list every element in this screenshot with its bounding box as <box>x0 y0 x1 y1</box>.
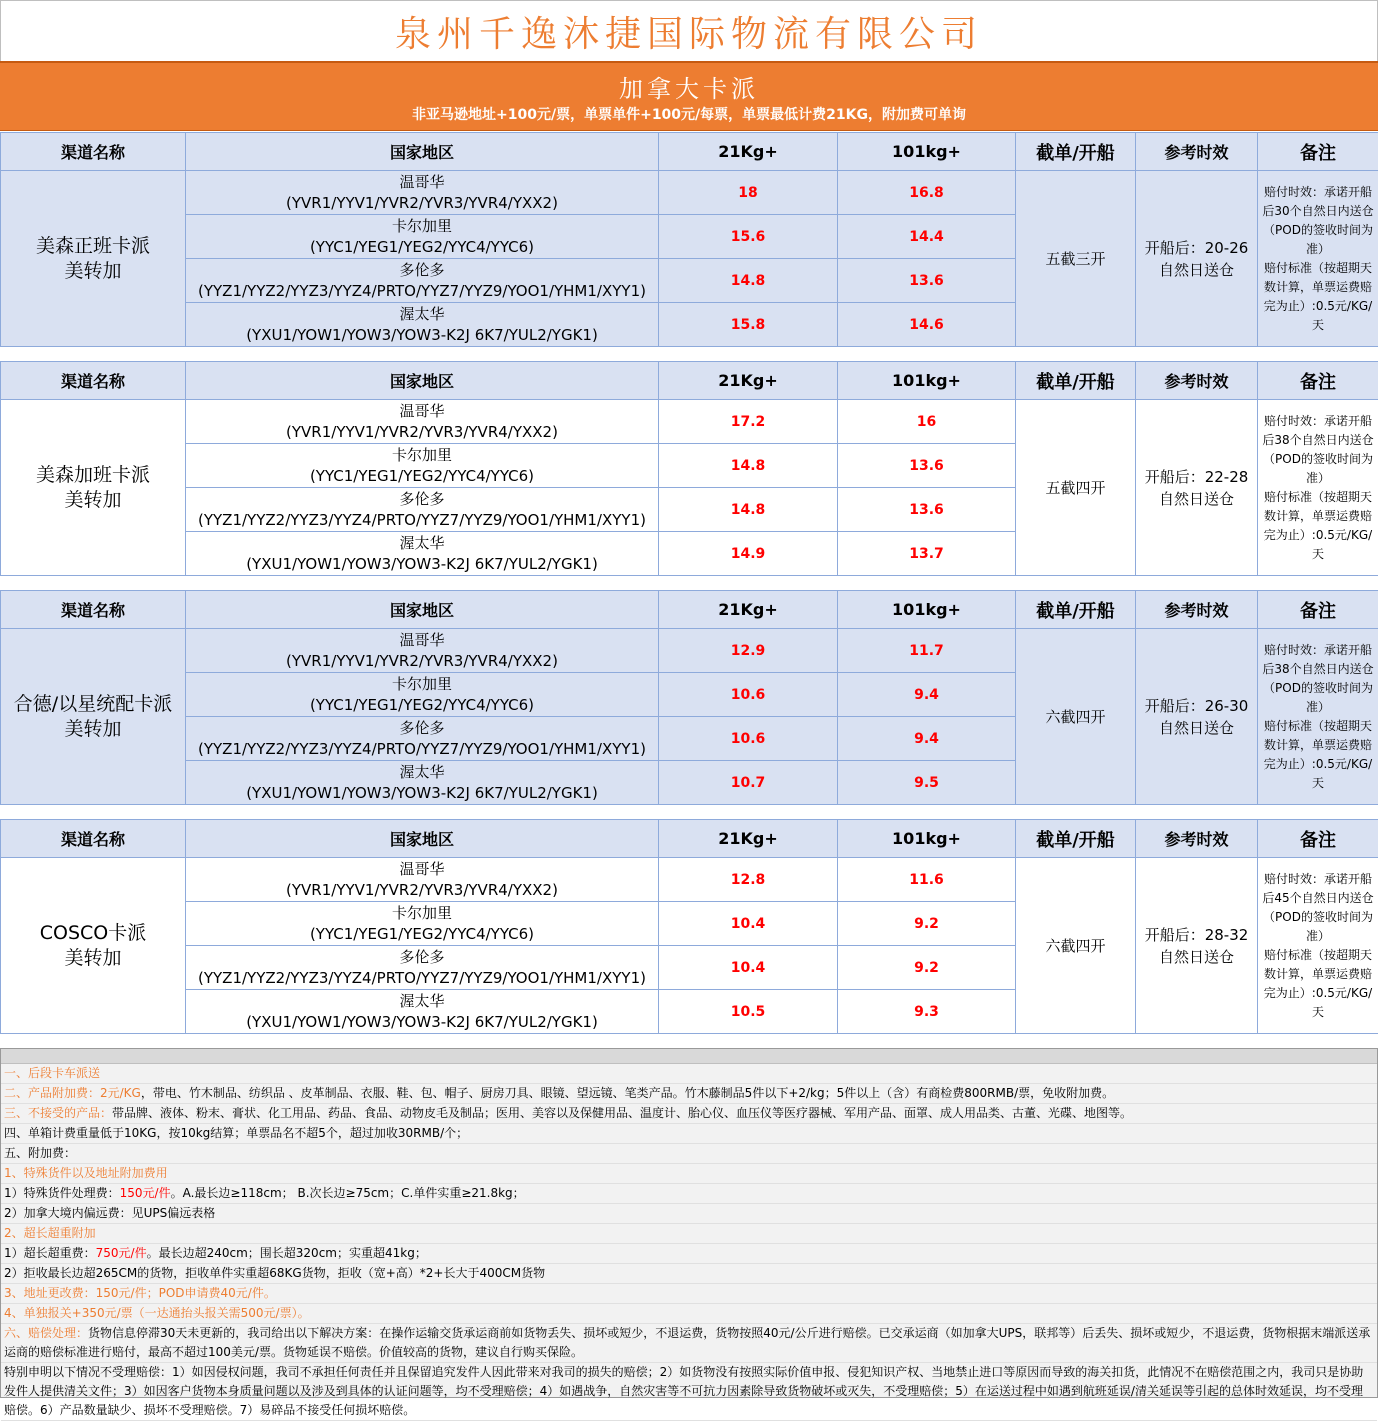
header-channel: 渠道名称 <box>1 362 186 400</box>
region-cell <box>186 990 659 1034</box>
region-codes: (YXU1/YOW1/YOW3/YOW3-K2J 6K7/YUL2/YGK1) <box>186 1012 658 1033</box>
region-codes: (YYZ1/YYZ2/YYZ3/YYZ4/PRTO/YYZ7/YYZ9/YOO1/YHM1/XYY1) <box>186 281 658 302</box>
note-text: 完为止）:0.5元/KG/ <box>1262 984 1374 1003</box>
table-row <box>1 858 1378 902</box>
header-ref-time: 参考时效 <box>1136 362 1258 400</box>
note-text: 完为止）:0.5元/KG/ <box>1262 526 1374 545</box>
note-line: 四、单箱计费重量低于10KG，按10kg结算；单票品名不超5个，超过加收30RMB/个； <box>1 1124 1377 1144</box>
region-city: 多伦多 <box>186 489 658 510</box>
region-codes: (YVR1/YYV1/YVR2/YVR3/YVR4/YXX2) <box>186 651 658 672</box>
note-text: 赔付标准（按超期天 <box>1262 488 1374 507</box>
header-channel: 渠道名称 <box>1 820 186 858</box>
header-101kg: 101kg+ <box>838 362 1016 400</box>
price-101kg: 11.6 <box>838 858 1016 902</box>
region-cell <box>186 400 659 444</box>
note-text: 完为止）:0.5元/KG/ <box>1262 297 1374 316</box>
region-city: 渥太华 <box>186 533 658 554</box>
region-city: 温哥华 <box>186 859 658 880</box>
region-city: 多伦多 <box>186 947 658 968</box>
region-city: 渥太华 <box>186 304 658 325</box>
note-text: 天 <box>1262 316 1374 335</box>
price-21kg: 12.8 <box>659 858 838 902</box>
header-21kg: 21Kg+ <box>659 362 838 400</box>
note-cell <box>1258 858 1378 1034</box>
header-21kg: 21Kg+ <box>659 591 838 629</box>
note-text: 后45个自然日内送仓 <box>1262 889 1374 908</box>
note-text: 赔付标准（按超期天 <box>1262 717 1374 736</box>
table-header-row <box>1 591 1378 629</box>
region-cell <box>186 171 659 215</box>
rate-table <box>0 590 1378 805</box>
price-101kg: 16 <box>838 400 1016 444</box>
rate-block <box>0 819 1378 1034</box>
price-21kg: 10.4 <box>659 902 838 946</box>
note-text: 准） <box>1262 927 1374 946</box>
table-row <box>1 171 1378 215</box>
header-cutoff: 截单/开船 <box>1016 133 1136 171</box>
note-text: 数计算，单票运费赔 <box>1262 965 1374 984</box>
region-city: 卡尔加里 <box>186 674 658 695</box>
note-text: 赔付时效：承诺开船 <box>1262 641 1374 660</box>
price-101kg: 13.7 <box>838 532 1016 576</box>
note-paragraph: 特别申明以下情况不受理赔偿：1）如因侵权问题，我司不承担任何责任并且保留追究发件人因此带来对我司的损失的赔偿；2）如货物没有按照实际价值申报、侵犯知识产权、当地禁止进口等原因而导致的海关扣货，此情况不在赔偿范围之内，我司只是协助发件人提供清关文件；3）如因客户货物本身质量问题以及涉及到具体的认证问题等，均不受理赔偿；4）如遇战争，自然灾害等不可抗力因素除导致货物破坏或灭失，不受理赔偿；5）在运送过程中如遇到航班延误/清关延误等引起的总体时效延误，均不受理赔偿。6）产品数量缺少、损坏不受理赔偿。7）易碎品不接受任何损坏赔偿。 <box>1 1363 1377 1421</box>
price-21kg: 10.5 <box>659 990 838 1034</box>
header-region: 国家地区 <box>186 362 659 400</box>
header-cutoff: 截单/开船 <box>1016 362 1136 400</box>
header-21kg: 21Kg+ <box>659 820 838 858</box>
header-cutoff: 截单/开船 <box>1016 591 1136 629</box>
price-101kg: 9.4 <box>838 717 1016 761</box>
price-21kg: 17.2 <box>659 400 838 444</box>
price-101kg: 9.3 <box>838 990 1016 1034</box>
region-codes: (YVR1/YYV1/YVR2/YVR3/YVR4/YXX2) <box>186 193 658 214</box>
cutoff-cell: 五截四开 <box>1016 400 1136 576</box>
note-text: 赔付标准（按超期天 <box>1262 259 1374 278</box>
ref-time-cell: 开船后：26-30 自然日送仓 <box>1136 629 1258 805</box>
price-101kg: 13.6 <box>838 488 1016 532</box>
note-text: （POD的签收时间为 <box>1262 450 1374 469</box>
region-city: 渥太华 <box>186 991 658 1012</box>
region-codes: (YYC1/YEG1/YEG2/YYC4/YYC6) <box>186 237 658 258</box>
header-ref-time: 参考时效 <box>1136 133 1258 171</box>
region-city: 卡尔加里 <box>186 903 658 924</box>
banner-title: 加拿大卡派 <box>0 75 1378 103</box>
note-line: 1、特殊货件以及地址附加费用 <box>1 1164 1377 1184</box>
header-101kg: 101kg+ <box>838 591 1016 629</box>
note-text: 赔付标准（按超期天 <box>1262 946 1374 965</box>
note-line: 2、超长超重附加 <box>1 1224 1377 1244</box>
ref-time-cell: 开船后：22-28 自然日送仓 <box>1136 400 1258 576</box>
region-cell <box>186 761 659 805</box>
header-cutoff: 截单/开船 <box>1016 820 1136 858</box>
notes-spacer <box>1 1049 1377 1064</box>
region-cell <box>186 946 659 990</box>
price-21kg: 14.8 <box>659 444 838 488</box>
rate-table <box>0 819 1378 1034</box>
note-text: 数计算，单票运费赔 <box>1262 507 1374 526</box>
region-cell <box>186 629 659 673</box>
cutoff-cell: 五截三开 <box>1016 171 1136 347</box>
rate-block <box>0 132 1378 347</box>
note-line: 五、附加费： <box>1 1144 1377 1164</box>
rate-block <box>0 361 1378 576</box>
region-codes: (YYC1/YEG1/YEG2/YYC4/YYC6) <box>186 924 658 945</box>
header-ref-time: 参考时效 <box>1136 820 1258 858</box>
channel-name: 合德/以星统配卡派 美转加 <box>1 629 186 805</box>
price-21kg: 10.6 <box>659 717 838 761</box>
ref-time-cell: 开船后：28-32 自然日送仓 <box>1136 858 1258 1034</box>
price-21kg: 14.9 <box>659 532 838 576</box>
price-101kg: 9.2 <box>838 946 1016 990</box>
region-cell <box>186 444 659 488</box>
header-region: 国家地区 <box>186 820 659 858</box>
note-text: （POD的签收时间为 <box>1262 908 1374 927</box>
price-21kg: 15.6 <box>659 215 838 259</box>
region-codes: (YYC1/YEG1/YEG2/YYC4/YYC6) <box>186 695 658 716</box>
price-101kg: 13.6 <box>838 444 1016 488</box>
note-text: 天 <box>1262 1003 1374 1022</box>
region-codes: (YYZ1/YYZ2/YYZ3/YYZ4/PRTO/YYZ7/YYZ9/YOO1/YHM1/XYY1) <box>186 510 658 531</box>
cutoff-cell: 六截四开 <box>1016 858 1136 1034</box>
region-cell <box>186 303 659 347</box>
note-text: 完为止）:0.5元/KG/ <box>1262 755 1374 774</box>
terms-notes <box>0 1048 1378 1398</box>
region-cell <box>186 673 659 717</box>
note-line: 三、不接受的产品：带品牌、液体、粉末、膏状、化工用品、药品、食品、动物皮毛及制品；医用、美容以及保健用品、温度计、胎心仪、血压仪等医疗器械、军用产品、面罩、成人用品类、古董、光碟、地图等。 <box>1 1104 1377 1124</box>
region-cell <box>186 488 659 532</box>
note-text: 后38个自然日内送仓 <box>1262 431 1374 450</box>
price-21kg: 14.8 <box>659 488 838 532</box>
note-text: 数计算，单票运费赔 <box>1262 736 1374 755</box>
note-text: 天 <box>1262 774 1374 793</box>
price-101kg: 16.8 <box>838 171 1016 215</box>
header-101kg: 101kg+ <box>838 820 1016 858</box>
price-21kg: 12.9 <box>659 629 838 673</box>
price-101kg: 9.2 <box>838 902 1016 946</box>
rate-table <box>0 361 1378 576</box>
table-row <box>1 629 1378 673</box>
note-line: 一、后段卡车派送 <box>1 1064 1377 1084</box>
price-101kg: 9.4 <box>838 673 1016 717</box>
note-cell <box>1258 400 1378 576</box>
region-city: 渥太华 <box>186 762 658 783</box>
region-city: 温哥华 <box>186 172 658 193</box>
region-city: 多伦多 <box>186 718 658 739</box>
note-text: 赔付时效：承诺开船 <box>1262 870 1374 889</box>
rate-table <box>0 132 1378 347</box>
region-codes: (YYC1/YEG1/YEG2/YYC4/YYC6) <box>186 466 658 487</box>
header-note: 备注 <box>1258 591 1378 629</box>
header-note: 备注 <box>1258 820 1378 858</box>
region-cell <box>186 858 659 902</box>
header-21kg: 21Kg+ <box>659 133 838 171</box>
region-codes: (YVR1/YYV1/YVR2/YVR3/YVR4/YXX2) <box>186 422 658 443</box>
price-21kg: 10.6 <box>659 673 838 717</box>
company-header <box>0 0 1378 62</box>
region-cell <box>186 259 659 303</box>
region-city: 卡尔加里 <box>186 445 658 466</box>
note-text: 后30个自然日内送仓 <box>1262 202 1374 221</box>
company-name: 泉州千逸沐捷国际物流有限公司 <box>395 6 983 57</box>
price-21kg: 14.8 <box>659 259 838 303</box>
region-city: 多伦多 <box>186 260 658 281</box>
banner-subtitle: 非亚马逊地址+100元/票，单票单件+100元/每票，单票最低计费21KG，附加费可单询 <box>0 105 1378 125</box>
note-text: 数计算，单票运费赔 <box>1262 278 1374 297</box>
table-header-row <box>1 133 1378 171</box>
cutoff-cell: 六截四开 <box>1016 629 1136 805</box>
note-cell <box>1258 171 1378 347</box>
price-101kg: 14.6 <box>838 303 1016 347</box>
channel-name: 美森正班卡派 美转加 <box>1 171 186 347</box>
note-line: 二、产品附加费：2元/KG，带电、竹木制品、纺织品 、皮革制品、衣服、鞋、包、帽子、厨房刀具、眼镜、望远镜、笔类产品。竹木藤制品5件以下+2/kg；5件以上（含）有商检费800RMB/票，免收附加费。 <box>1 1084 1377 1104</box>
header-note: 备注 <box>1258 362 1378 400</box>
region-cell <box>186 717 659 761</box>
channel-name: COSCO卡派 美转加 <box>1 858 186 1034</box>
price-101kg: 9.5 <box>838 761 1016 805</box>
price-101kg: 13.6 <box>838 259 1016 303</box>
ref-time-cell: 开船后：20-26 自然日送仓 <box>1136 171 1258 347</box>
price-21kg: 10.4 <box>659 946 838 990</box>
region-cell <box>186 902 659 946</box>
note-line: 3、地址更改费：150元/件；POD申请费40元/件。 <box>1 1284 1377 1304</box>
region-cell <box>186 532 659 576</box>
note-text: （POD的签收时间为 <box>1262 679 1374 698</box>
note-text: 赔付时效：承诺开船 <box>1262 412 1374 431</box>
note-line: 2）加拿大境内偏远费：见UPS偏远表格 <box>1 1204 1377 1224</box>
note-text: 准） <box>1262 469 1374 488</box>
note-text: （POD的签收时间为 <box>1262 221 1374 240</box>
region-codes: (YVR1/YYV1/YVR2/YVR3/YVR4/YXX2) <box>186 880 658 901</box>
region-cell <box>186 215 659 259</box>
region-codes: (YYZ1/YYZ2/YYZ3/YYZ4/PRTO/YYZ7/YYZ9/YOO1/YHM1/XYY1) <box>186 968 658 989</box>
rate-block <box>0 590 1378 805</box>
note-text: 后38个自然日内送仓 <box>1262 660 1374 679</box>
table-header-row <box>1 362 1378 400</box>
note-cell <box>1258 629 1378 805</box>
region-city: 温哥华 <box>186 630 658 651</box>
price-21kg: 10.7 <box>659 761 838 805</box>
channel-name: 美森加班卡派 美转加 <box>1 400 186 576</box>
note-line: 2）拒收最长边超265CM的货物，拒收单件实重超68KG货物，拒收（宽+高）*2+长大于400CM货物 <box>1 1264 1377 1284</box>
note-text: 准） <box>1262 698 1374 717</box>
header-channel: 渠道名称 <box>1 133 186 171</box>
region-city: 温哥华 <box>186 401 658 422</box>
title-banner <box>0 61 1378 131</box>
price-101kg: 11.7 <box>838 629 1016 673</box>
note-text: 准） <box>1262 240 1374 259</box>
region-codes: (YXU1/YOW1/YOW3/YOW3-K2J 6K7/YUL2/YGK1) <box>186 554 658 575</box>
note-line: 4、单独报关+350元/票（一达通抬头报关需500元/票）。 <box>1 1304 1377 1324</box>
price-21kg: 18 <box>659 171 838 215</box>
header-101kg: 101kg+ <box>838 133 1016 171</box>
region-codes: (YXU1/YOW1/YOW3/YOW3-K2J 6K7/YUL2/YGK1) <box>186 783 658 804</box>
table-row <box>1 400 1378 444</box>
header-region: 国家地区 <box>186 133 659 171</box>
region-codes: (YYZ1/YYZ2/YYZ3/YYZ4/PRTO/YYZ7/YYZ9/YOO1/YHM1/XYY1) <box>186 739 658 760</box>
header-ref-time: 参考时效 <box>1136 591 1258 629</box>
note-line: 1）超长超重费：750元/件。最长边超240cm；围长超320cm；实重超41kg； <box>1 1244 1377 1264</box>
header-note: 备注 <box>1258 133 1378 171</box>
price-21kg: 15.8 <box>659 303 838 347</box>
note-text: 赔付时效：承诺开船 <box>1262 183 1374 202</box>
header-region: 国家地区 <box>186 591 659 629</box>
price-101kg: 14.4 <box>838 215 1016 259</box>
region-city: 卡尔加里 <box>186 216 658 237</box>
header-channel: 渠道名称 <box>1 591 186 629</box>
region-codes: (YXU1/YOW1/YOW3/YOW3-K2J 6K7/YUL2/YGK1) <box>186 325 658 346</box>
note-line: 1）特殊货件处理费：150元/件。A.最长边≥118cm； B.次长边≥75cm；C.单件实重≥21.8kg； <box>1 1184 1377 1204</box>
note-paragraph: 六、赔偿处理：货物信息停滞30天未更新的，我司给出以下解决方案：在操作运输交货承运商前如货物丢失、损坏或短少，不退运费，货物按照40元/公斤进行赔偿。已交承运商（如加拿大UPS，联邦等）后丢失、损坏或短少，不退运费，货物根据末端派送承运商的赔偿标准进行赔付，最高不超过100美元/票。货物延误不赔偿。价值较高的货物，建议自行购买保险。 <box>1 1324 1377 1363</box>
note-text: 天 <box>1262 545 1374 564</box>
table-header-row <box>1 820 1378 858</box>
